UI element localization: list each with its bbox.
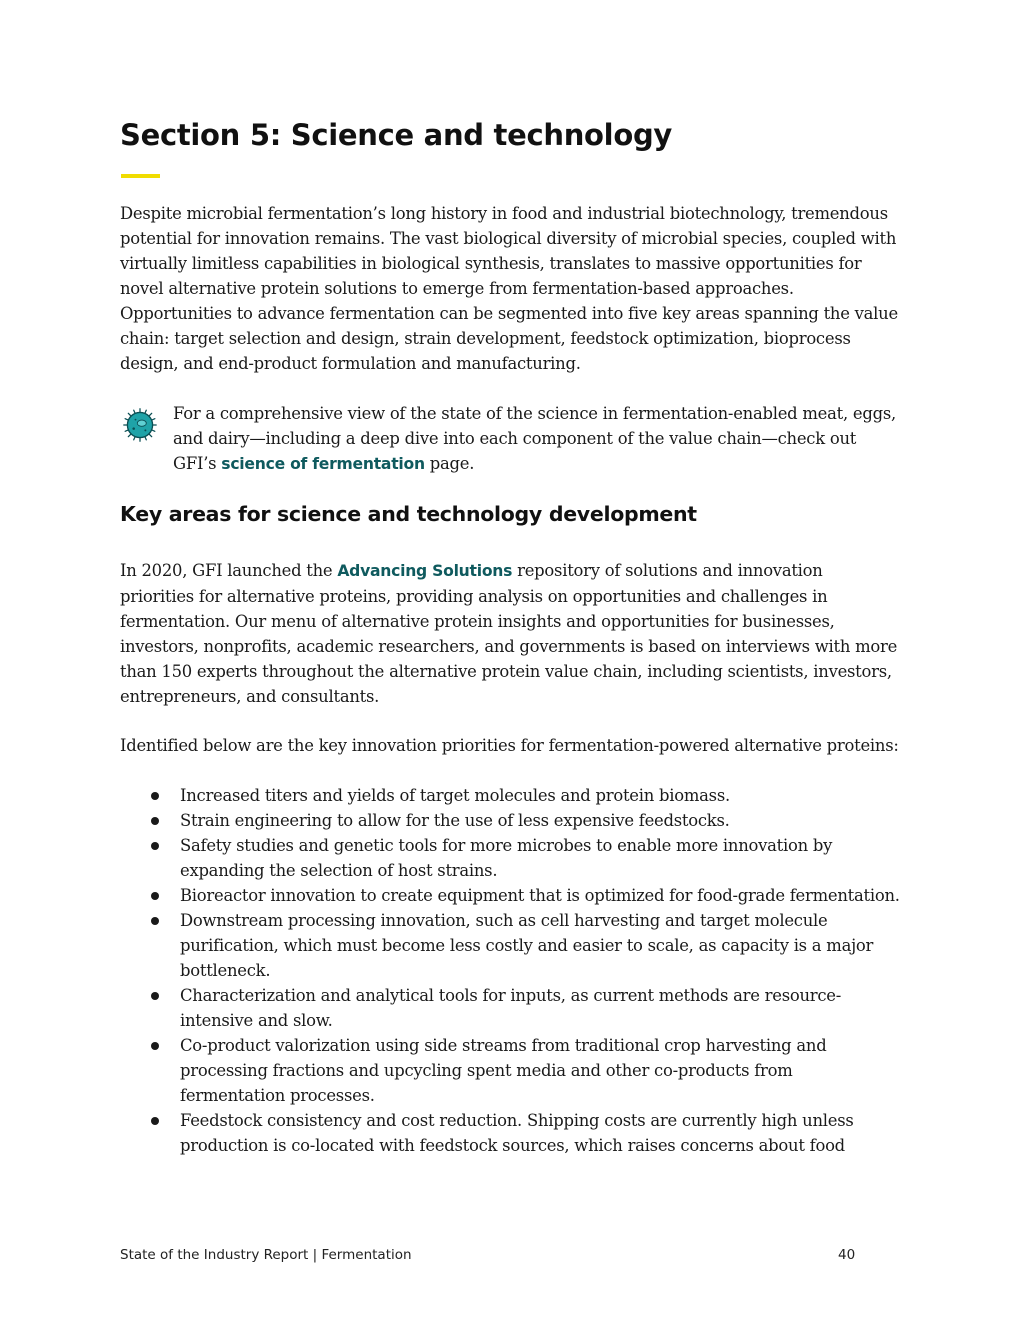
callout-box bbox=[120, 401, 900, 481]
bullet-icon bbox=[151, 1042, 159, 1050]
list-item-text: Safety studies and genetic tools for more microbes to enable more innovation by expanding the selection of host strains. bbox=[180, 836, 833, 880]
key-areas-subheading: Key areas for science and technology development bbox=[120, 502, 697, 526]
section-heading: Section 5: Science and technology bbox=[120, 118, 673, 152]
list-item bbox=[120, 908, 900, 983]
list-item bbox=[120, 983, 900, 1033]
bullet-icon bbox=[151, 842, 159, 850]
list-item-text: Feedstock consistency and cost reduction. Shipping costs are currently high unless production is co-located with feedstock sources, which raises concerns about food bbox=[180, 1111, 854, 1155]
list-item-text: Increased titers and yields of target molecules and protein biomass. bbox=[180, 786, 730, 805]
callout-text bbox=[173, 401, 903, 477]
list-item-text: Downstream processing innovation, such as cell harvesting and target molecule purification, which must become less costly and easier to scale, as capacity is a major bottleneck. bbox=[180, 911, 874, 980]
heading-accent-rule bbox=[121, 174, 160, 178]
list-item bbox=[120, 1108, 900, 1158]
footer-report-title: State of the Industry Report | Fermentation bbox=[120, 1247, 412, 1263]
list-item bbox=[120, 883, 900, 908]
list-item-text: Bioreactor innovation to create equipment that is optimized for food-grade fermentation. bbox=[180, 886, 900, 905]
intro-paragraph: Despite microbial fermentation’s long history in food and industrial biotechnology, tremendous potential for innovation remains. The vast biological diversity of microbial species, coupled with virtually limitless capabilities in biological synthesis, translates to massive opportunities for novel alternative protein solutions to emerge from fermentation-based approaches. Opportunities to advance fermentation can be segmented into five key areas spanning the value chain: target selection and design, strain development, feedstock optimization, bioprocess design, and end-product formulation and manufacturing. bbox=[120, 204, 898, 373]
microbe-icon bbox=[122, 407, 158, 443]
advancing-solutions-link[interactable]: Advancing Solutions bbox=[337, 562, 513, 580]
list-item-text: Characterization and analytical tools for inputs, as current methods are resource-intensive and slow. bbox=[180, 986, 842, 1030]
advancing-solutions-paragraph bbox=[120, 558, 900, 709]
list-item-text: Strain engineering to allow for the use of less expensive feedstocks. bbox=[180, 811, 730, 830]
callout-text-before: For a comprehensive view of the state of the science in fermentation-enabled meat, eggs, and dairy—including a deep dive into each component of the value chain—check out GFI’s bbox=[173, 404, 896, 473]
bullet-icon bbox=[151, 817, 159, 825]
para2-text-before: In 2020, GFI launched the bbox=[120, 561, 338, 580]
para2-text-after: repository of solutions and innovation priorities for alternative proteins, providing analysis on opportunities and challenges in fermentation. Our menu of alternative protein insights and opportunities for businesses, investors, nonprofits, academic researchers, and governments is based on interviews with more than 150 experts throughout the alternative protein value chain, including scientists, investors, entrepreneurs, and consultants. bbox=[120, 561, 898, 706]
bullet-icon bbox=[151, 892, 159, 900]
list-item bbox=[120, 808, 900, 833]
priorities-intro-paragraph: Identified below are the key innovation priorities for fermentation-powered alternative proteins: bbox=[120, 736, 899, 755]
bullet-icon bbox=[151, 992, 159, 1000]
science-of-fermentation-link[interactable]: science of fermentation bbox=[221, 455, 425, 473]
bullet-icon bbox=[151, 1117, 159, 1125]
list-item bbox=[120, 833, 900, 883]
innovation-priorities-list bbox=[120, 783, 900, 1158]
bullet-icon bbox=[151, 917, 159, 925]
list-item bbox=[120, 783, 900, 808]
list-item bbox=[120, 1033, 900, 1108]
page-number: 40 bbox=[838, 1247, 856, 1263]
bullet-icon bbox=[151, 792, 159, 800]
list-item-text: Co-product valorization using side streams from traditional crop harvesting and processing fractions and upcycling spent media and other co-products from fermentation processes. bbox=[180, 1036, 827, 1105]
callout-text-after: page. bbox=[424, 454, 475, 473]
